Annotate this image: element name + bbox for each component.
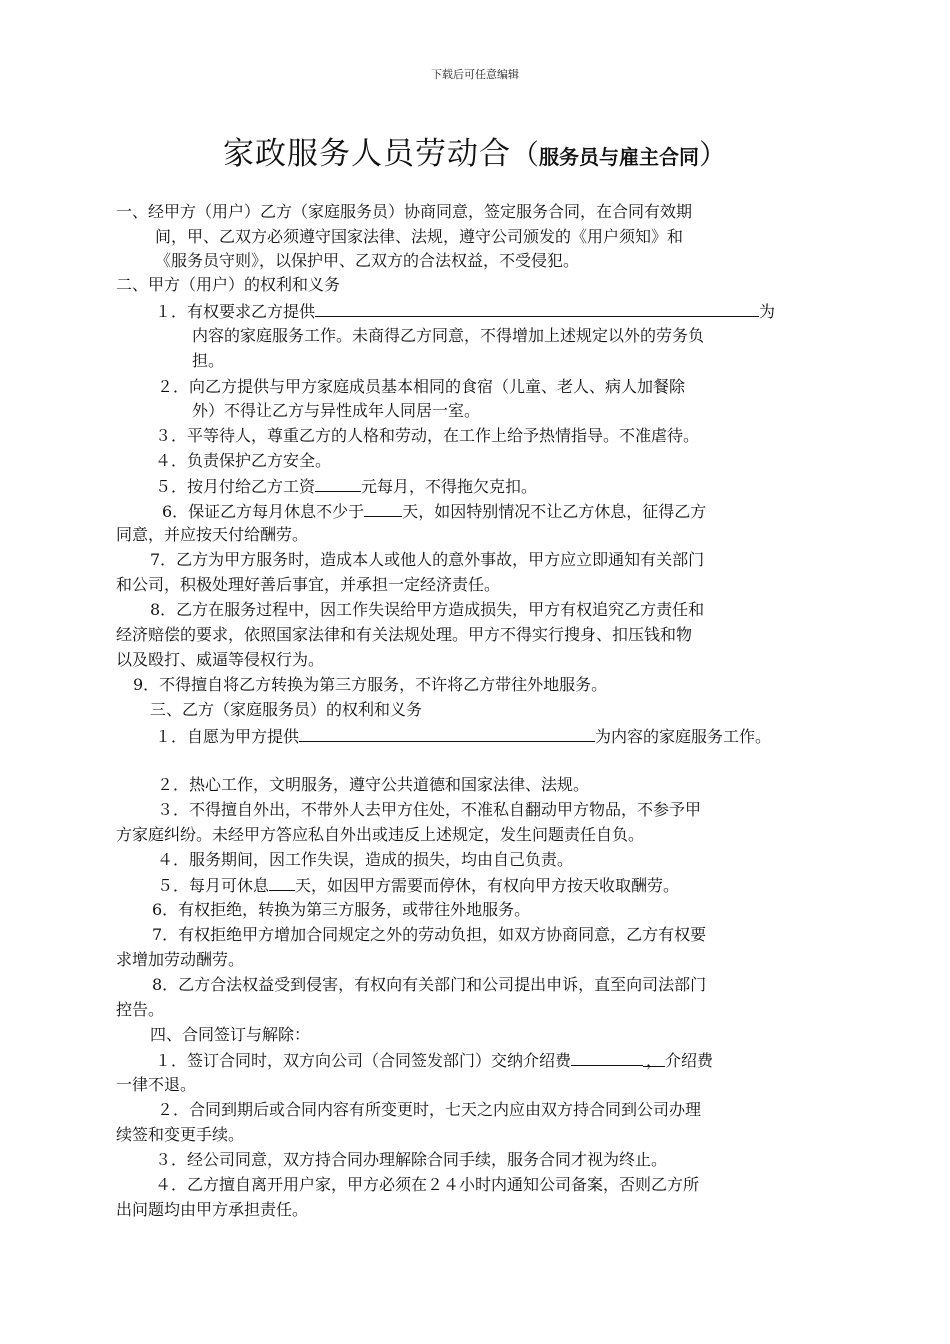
paragraph-line: 间，甲、乙双方必须遵守国家法律、法规，遵守公司颁发的《用户须知》和 (155, 227, 684, 246)
title-subtitle: 服务员与雇主合同 (539, 145, 699, 169)
clause-text: 为内容的家庭服务工作。 (595, 727, 772, 746)
rest-days-blank (364, 499, 402, 517)
clause-line: 外）不得让乙方与异性成年人同居一室。 (192, 401, 481, 420)
clause-text: １．签订合同时，双方向公司（合同签发部门）交纳介绍费 (155, 1051, 572, 1070)
clause-text: ５．每月可休息 (157, 876, 270, 895)
clause-line: 7．乙方为甲方服务时，造成本人或他人的意外事故，甲方应立即通知有关部门 (150, 550, 705, 569)
document-title (0, 128, 950, 173)
title-open-paren: （ (510, 138, 539, 171)
clause-line: 6．有权拒绝，转换为第三方服务，或带往外地服务。 (152, 900, 531, 919)
clause-line: ３．经公司同意，双方持合同办理解除合同手续，服务合同才视为终止。 (155, 1150, 668, 1169)
clause-line (155, 474, 537, 499)
section-heading: 二、甲方（用户）的权利和义务 (116, 275, 341, 294)
clause-line: 一律不退。 (116, 1075, 197, 1094)
clause-text: 介绍费 (665, 1051, 714, 1070)
clause-line: ２．向乙方提供与甲方家庭成员基本相同的食宿（儿童、老人、病人加餐除 (157, 377, 686, 396)
clause-line: 8．乙方合法权益受到侵害，有权向有关部门和公司提出申诉，直至向司法部门 (152, 975, 707, 994)
section-heading: 三、乙方（家庭服务员）的权利和义务 (150, 700, 423, 719)
blank-line (299, 724, 595, 742)
clause-text: １．自愿为甲方提供 (155, 727, 300, 746)
clause-line (157, 873, 679, 898)
header-note: 下载后可任意编辑 (431, 68, 519, 81)
clause-line: ３．不得擅自外出，不带外人去甲方住处，不准私自翻动甲方物品，不参予甲 (157, 800, 702, 819)
paragraph-line: 《服务员守则》，以保护甲、乙双方的合法权益，不受侵犯。 (155, 251, 580, 270)
clause-line: 内容的家庭服务工作。未商得乙方同意，不得增加上述规定以外的劳务负 (192, 326, 705, 345)
clause-line: 控告。 (116, 1000, 165, 1019)
clause-line: ２．热心工作，文明服务，遵守公共道德和国家法律、法规。 (157, 775, 590, 794)
clause-line: ４．服务期间，因工作失误，造成的损失，均由自己负责。 (157, 850, 574, 869)
rest-days-blank (269, 873, 295, 891)
clause-line: 出问题均由甲方承担责任。 (116, 1200, 309, 1219)
clause-text: ５．按月付给乙方工资 (155, 477, 316, 496)
clause-text: 为 (759, 302, 776, 321)
clause-line: 8．乙方在服务过程中，因工作失误给甲方造成损失，甲方有权追究乙方责任和 (150, 600, 705, 619)
clause-line: ４．负责保护乙方安全。 (155, 451, 332, 470)
clause-line: ３．平等待人，尊重乙方的人格和劳动，在工作上给予热情指导。不准虐待。 (155, 426, 700, 445)
clause-line: 经济赔偿的要求，依照国家法律和有关法规处理。甲方不得实行搜身、扣压钱和物 (116, 625, 693, 644)
salary-blank (315, 474, 361, 492)
clause-text: 6．保证乙方每月休息不少于 (162, 502, 365, 521)
clause-line (155, 299, 775, 324)
clause-line: 和公司，积极处理好善后事宜，并承担一定经济责任。 (116, 575, 501, 594)
clause-line (162, 499, 706, 524)
clause-line: 7．有权拒绝甲方增加合同规定之外的劳动负担，如双方协商同意，乙方有权要 (152, 925, 707, 944)
section-heading: 四、合同签订与解除： (150, 1025, 311, 1044)
clause-text: 天，如因甲方需要而停休，有权向甲方按天收取酬劳。 (295, 876, 680, 895)
clause-line: 以及殴打、威逼等侵权行为。 (116, 650, 325, 669)
clause-text: 元每月，不得拖欠克扣。 (361, 477, 538, 496)
title-close-paren: ） (699, 138, 728, 171)
clause-line: ４．乙方擅自离开用户家，甲方必须在２４小时内通知公司备案，否则乙方所 (155, 1175, 700, 1194)
clause-line: 续签和变更手续。 (116, 1125, 245, 1144)
clause-line: 担。 (192, 351, 225, 370)
clause-line (155, 724, 771, 749)
clause-line: ２．合同到期后或合同内容有所变更时，七天之内应由双方持合同到公司办理 (157, 1100, 702, 1119)
clause-line (155, 1048, 713, 1073)
clause-text: 天，如因特别情况不让乙方休息，征得乙方 (402, 502, 707, 521)
blank-line (315, 299, 759, 317)
clause-line: 9．不得擅自将乙方转换为第三方服务，不许将乙方带往外地服务。 (133, 675, 608, 694)
paragraph-line: 一、经甲方（用户）乙方（家庭服务员）协商同意，签定服务合同，在合同有效期 (116, 202, 693, 221)
fee-blank (571, 1048, 643, 1066)
clause-line: 同意，并应按天付给酬劳。 (116, 525, 309, 544)
fee-blank-comma: ， (643, 1049, 665, 1067)
clause-text: １．有权要求乙方提供 (155, 302, 316, 321)
clause-line: 求增加劳动酬劳。 (116, 950, 245, 969)
clause-line: 方家庭纠纷。未经甲方答应私自外出或违反上述规定，发生问题责任自负。 (116, 825, 645, 844)
title-main: 家政服务人员劳动合 (222, 136, 511, 172)
